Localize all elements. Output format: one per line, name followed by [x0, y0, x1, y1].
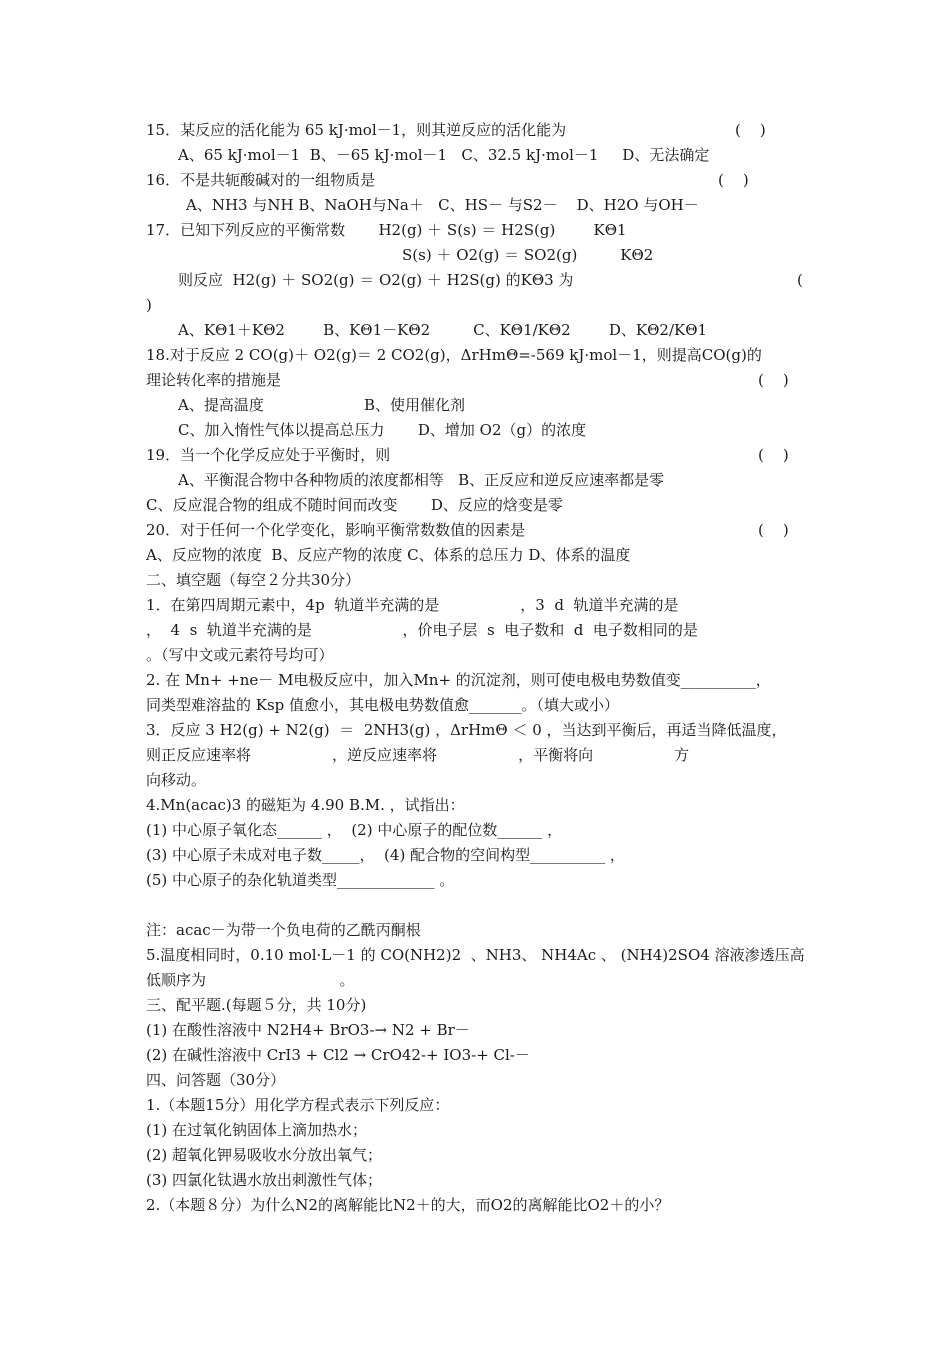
- balance-2: (2) 在碱性溶液中 CrI3 + Cl2 → CrO42-+ IO3-+ Cl-－: [146, 1046, 530, 1064]
- question-17-equation-2: S(s) ＋ O2(g) ＝ SO2(g) KΘ2: [402, 246, 654, 264]
- question-15: 15．某反应的活化能为 65 kJ·mol－1，则其逆反应的活化能为: [146, 121, 567, 139]
- qa-1-item-2: (2) 超氧化钾易吸收水分放出氧气；: [146, 1146, 383, 1164]
- fill-1: 1．在第四周期元素中，4p 轨道半充满的是 ，3 d 轨道半充满的是: [146, 596, 679, 614]
- question-17: 17．已知下列反应的平衡常数 H2(g) ＋ S(s) ＝ H2S(g) KΘ1: [146, 221, 627, 239]
- section-qa-heading: 四、问答题（30分）: [146, 1071, 286, 1089]
- question-18-option-ab: A、提高温度 B、使用催化剂: [178, 396, 465, 414]
- question-17-paren-close: ): [146, 296, 152, 314]
- qa-2: 2.（本题８分）为什么N2的离解能比N2＋的大，而O2的离解能比O2＋的小？: [146, 1196, 670, 1214]
- note-acac: 注：acac－为带一个负电荷的乙酰丙酮根: [146, 921, 421, 939]
- question-18: 18.对于反应 2 CO(g)＋ O2(g)＝ 2 CO2(g)，ΔrHmΘ=-569 kJ·mol－1，则提高CO(g)的: [146, 346, 762, 364]
- question-18-continued: 理论转化率的措施是: [146, 371, 282, 389]
- question-16: 16．不是共轭酸碱对的一组物质是: [146, 171, 376, 189]
- question-20-options: A、反应物的浓度 B、反应产物的浓度 C、体系的总压力 D、体系的温度: [146, 546, 631, 564]
- answer-bracket-17: (: [797, 271, 803, 289]
- question-16-options: A、NH3 与NH B、NaOH与Na＋ C、HS－ 与S2－ D、H2O 与OH－: [186, 196, 699, 214]
- question-17-body: 则反应 H2(g) ＋ SO2(g) ＝ O2(g) ＋ H2S(g) 的KΘ3 为: [178, 271, 574, 289]
- fill-2-continued: 同类型难溶盐的 Ksp 值愈小，其电极电势数值愈_______。（填大或小）: [146, 696, 620, 714]
- question-19: 19．当一个化学反应处于平衡时，则: [146, 446, 391, 464]
- question-20: 20．对于任何一个化学变化，影响平衡常数数值的因素是: [146, 521, 526, 539]
- question-17-options: A、KΘ1＋KΘ2 B、KΘ1－KΘ2 C、KΘ1/KΘ2 D、KΘ2/KΘ1: [178, 321, 708, 339]
- qa-1-item-3: (3) 四氯化钛遇水放出刺激性气体；: [146, 1171, 383, 1189]
- answer-bracket-15: ( ): [735, 121, 766, 139]
- balance-1: (1) 在酸性溶液中 N2H4+ BrO3-→ N2 + Br－: [146, 1021, 470, 1039]
- section-fill-in-heading: 二、填空题（每空２分共30分）: [146, 571, 361, 589]
- answer-bracket-18: ( ): [758, 371, 789, 389]
- answer-bracket-16: ( ): [718, 171, 749, 189]
- fill-4-item-1-2: (1) 中心原子氧化态______ ， (2) 中心原子的配位数______ ，: [146, 821, 563, 839]
- qa-1-item-1: (1) 在过氧化钠固体上滴加热水；: [146, 1121, 368, 1139]
- fill-3-end: 向移动。: [146, 771, 207, 789]
- answer-bracket-20: ( ): [758, 521, 789, 539]
- answer-bracket-19: ( ): [758, 446, 789, 464]
- fill-4: 4.Mn(acac)3 的磁矩为 4.90 B.M. ，试指出：: [146, 796, 465, 814]
- section-balancing-heading: 三、配平题.(每题５分，共 10分): [146, 996, 367, 1014]
- fill-4-item-5: (5) 中心原子的杂化轨道类型_____________ 。: [146, 871, 455, 889]
- question-18-option-cd: C、加入惰性气体以提高总压力 D、增加 O2（g）的浓度: [178, 421, 587, 439]
- fill-1-end: 。（写中文或元素符号均可）: [146, 646, 334, 664]
- question-15-options: A、65 kJ·mol－1 B、－65 kJ·mol－1 C、32.5 kJ·mol－1 D、无法确定: [178, 146, 710, 164]
- qa-1: 1.（本题15分）用化学方程式表示下列反应：: [146, 1096, 450, 1114]
- question-19-option-cd: C、反应混合物的组成不随时间而改变 D、反应的焓变是零: [146, 496, 563, 514]
- fill-4-item-3-4: (3) 中心原子未成对电子数_____， (4) 配合物的空间构型__________ ，: [146, 846, 625, 864]
- fill-5: 5.温度相同时，0.10 mol·L－1 的 CO(NH2)2 、NH3、 NH4Ac 、 (NH4)2SO4 溶液渗透压高: [146, 946, 805, 964]
- fill-5-continued: 低顺序为 。: [146, 971, 355, 989]
- fill-3: 3．反应 3 H2(g) + N2(g) ＝ 2NH3(g) ，ΔrHmΘ ＜ 0 ，当达到平衡后，再适当降低温度，: [146, 721, 787, 739]
- fill-3-continued: 则正反应速率将 ，逆反应速率将 ，平衡将向 方: [146, 746, 690, 764]
- fill-1-continued: ， 4 s 轨道半充满的是 ，价电子层 s 电子数和 d 电子数相同的是: [146, 621, 698, 639]
- question-19-option-ab: A、平衡混合物中各种物质的浓度都相等 B、正反应和逆反应速率都是零: [178, 471, 665, 489]
- fill-2: 2. 在 Mn+ +ne－ M电极反应中，加入Mn+ 的沉淀剂，则可使电极电势数值变__________，: [146, 671, 771, 689]
